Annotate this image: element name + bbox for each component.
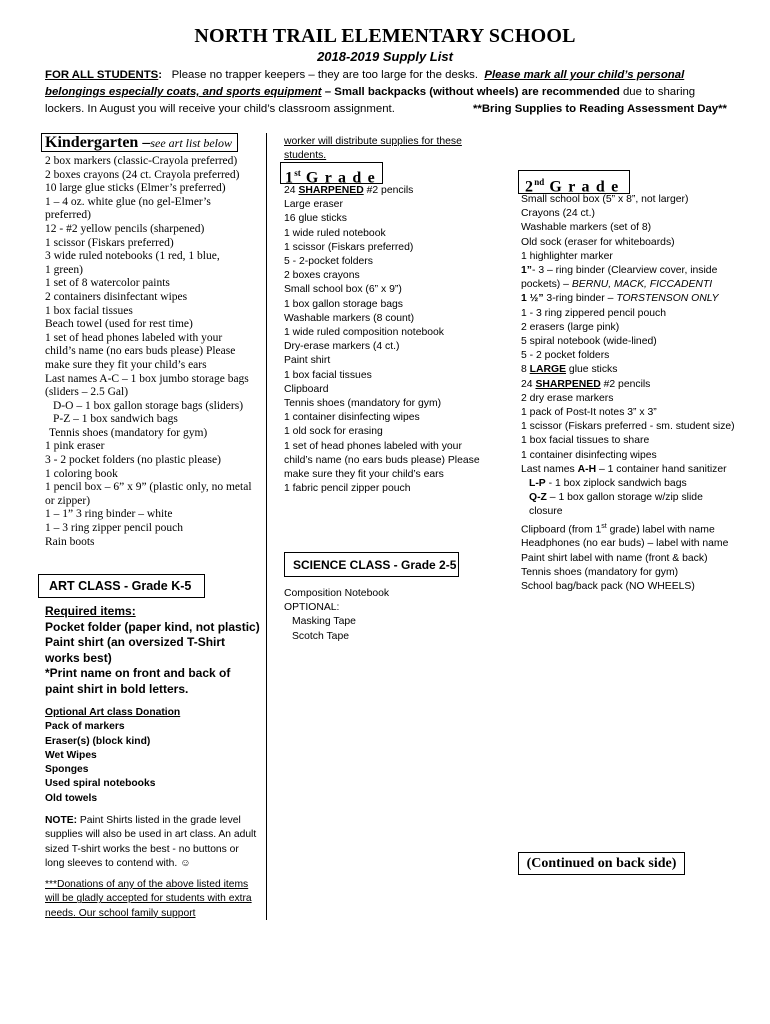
list-item: 1 coloring book <box>45 467 118 480</box>
list-item: Clipboard <box>284 383 329 395</box>
list-item <box>521 363 736 377</box>
item-text: Last names <box>521 463 578 475</box>
list-item: or zipper) <box>45 494 91 507</box>
list-item: 2 boxes crayons <box>284 270 360 282</box>
list-item: Paint shirt (an oversized T-Shirt works best) <box>45 635 226 665</box>
list-item <box>521 292 736 306</box>
list-item: Eraser(s) (block kind) <box>45 735 151 747</box>
list-item: Old sock (eraser for whiteboards) <box>521 236 675 248</box>
list-item: 1 fabric pencil zipper pouch <box>284 483 411 495</box>
list-item: Washable markers (set of 8) <box>521 222 652 234</box>
page-title: NORTH TRAIL ELEMENTARY SCHOOL <box>194 25 576 47</box>
list-item: 1 set of head phones labeled with your <box>45 331 223 344</box>
list-item: 1 box facial tissues <box>45 304 133 317</box>
item-keyword: LARGE <box>529 364 567 376</box>
list-item: Rain boots <box>45 535 95 548</box>
list-item: School bag/back pack (NO WHEELS) <box>521 580 695 592</box>
item-range: L-P <box>529 478 546 490</box>
art-required-section <box>45 604 260 697</box>
list-item: Paint shirt <box>284 355 331 367</box>
list-item: 2 erasers (large pink) <box>521 321 620 333</box>
list-item: 1 pink eraser <box>45 440 105 453</box>
art-note-label: NOTE: <box>45 815 78 826</box>
intro-backpacks: Small backpacks (without wheels) are recommended <box>334 86 620 98</box>
item-text: - 3 – ring binder (Clearview cover, inside pockets) – <box>521 265 718 291</box>
list-item: 2 box markers (classic-Crayola preferred) <box>45 155 238 167</box>
science-list <box>284 587 504 644</box>
list-item: 1 container disinfecting wipes <box>284 412 420 424</box>
second-grade-header <box>518 170 630 194</box>
list-item: Tennis shoes (mandatory for gym) <box>284 398 442 410</box>
list-item: Beach towel (used for rest time) <box>45 318 193 331</box>
list-item: Sponges <box>45 764 89 776</box>
item-qty: 24 <box>284 185 299 196</box>
list-item: child’s name (no ears buds please) Please <box>45 345 236 358</box>
art-donation-note: ***Donations of any of the above listed items will be gladly accepted for students with extra needs. Our school family support <box>45 879 252 919</box>
art-note-text: Paint Shirts listed in the grade level supplies will also be used in art class. An adult sized T-shirt works the best - no buttons or long sleeves to contend with. ☺ <box>45 815 257 869</box>
list-item <box>521 477 736 491</box>
first-grade-word: G r a d e <box>300 169 376 187</box>
item-keyword: SHARPENED <box>298 185 364 196</box>
second-grade-word: G r a d e <box>544 178 620 196</box>
first-grade-header <box>280 162 383 187</box>
list-item: 12 - #2 yellow pencils (sharpened) <box>45 222 205 235</box>
item-teachers: TORSTENSON ONLY <box>616 293 719 305</box>
list-item: 1 – 1” 3 ring binder – white <box>45 508 173 521</box>
intro-dash: – <box>321 86 335 98</box>
list-item <box>521 378 736 392</box>
list-item: 1 pack of Post-It notes 3” x 3” <box>521 407 657 419</box>
list-item: 1 scissor (Fiskars preferred) <box>45 236 174 249</box>
kindergarten-header <box>41 133 238 152</box>
list-item: *Print name on front and back of paint shirt in bold letters. <box>45 666 231 696</box>
intro-colon: : <box>158 69 163 81</box>
list-item <box>521 520 736 538</box>
list-item: Small school box (5” x 8”, not larger) <box>521 194 689 205</box>
list-item: 3 - 2 pocket folders (no plastic please) <box>45 454 221 467</box>
list-item: Used spiral notebooks <box>45 778 156 790</box>
list-item: Tennis shoes (mandatory for gym) <box>521 566 679 578</box>
list-item: Small school box (6” x 9”) <box>284 284 402 296</box>
list-item: 1 box gallon storage bags <box>284 298 404 310</box>
item-range: A-H <box>577 463 597 475</box>
list-item: 1 box facial tissues <box>284 369 372 381</box>
item-rest: #2 pencils <box>600 378 651 390</box>
item-teachers: BERNU, MACK, FICCADENTI <box>571 279 713 291</box>
list-item: P-Z – 1 box sandwich bags <box>53 413 178 426</box>
list-item: (sliders – 2.5 Gal) <box>45 386 129 399</box>
intro-text-1: Please no trapper keepers – they are too large for the desks. <box>162 69 485 81</box>
list-item: 1 wide ruled composition notebook <box>284 327 444 339</box>
item-rest: #2 pencils <box>363 185 414 196</box>
item-rest: – 1 container hand sanitizer <box>596 463 727 475</box>
art-required-label: Required items: <box>45 604 136 618</box>
list-item: D-O – 1 box gallon storage bags (sliders) <box>53 399 244 412</box>
item-text: Clipboard (from 1 <box>521 524 602 536</box>
item-size: 1 ½” <box>521 293 544 305</box>
list-item: 1 wide ruled notebook <box>284 227 386 239</box>
science-optional-label: OPTIONAL: <box>284 602 340 614</box>
intro-mark-belongings: Please mark all your child’s personal belongings especially coats, and sports equipment <box>45 69 685 98</box>
item-qty: 24 <box>521 378 536 390</box>
list-item: Old towels <box>45 792 98 804</box>
list-item: 1 container disinfecting wipes <box>521 449 657 461</box>
second-grade-list <box>521 193 736 594</box>
list-item <box>521 463 736 477</box>
item-size: 1” <box>521 265 532 277</box>
kindergarten-list <box>45 155 255 549</box>
column-divider <box>266 133 267 920</box>
list-item: Washable markers (8 count) <box>284 312 415 324</box>
list-item: 1 pencil box – 6” x 9” (plastic only, no metal <box>45 481 252 494</box>
art-note <box>45 814 260 871</box>
list-item: 1 set of head phones labeled with your child’s name (no ears buds please) Please make sure they fit your child’s ears <box>284 440 480 481</box>
item-rest: grade) label with name <box>606 524 715 536</box>
list-item: Last names A-C – 1 box jumbo storage bags <box>45 372 249 385</box>
list-item: Dry-erase markers (4 ct.) <box>284 341 400 353</box>
list-item: Scotch Tape <box>292 630 349 642</box>
list-item <box>284 184 504 198</box>
list-item: 1 scissor (Fiskars preferred - sm. student size) <box>521 421 735 433</box>
list-item: 1 green) <box>45 263 83 276</box>
list-item: Large eraser <box>284 199 343 211</box>
all-students-label: FOR ALL STUDENTS <box>45 69 159 81</box>
list-item: Composition Notebook <box>284 588 390 599</box>
list-item: Crayons (24 ct.) <box>521 208 595 220</box>
list-item: 1 box facial tissues to share <box>521 435 650 447</box>
intro-text-2: due to sharing lockers. In August you will receive your child’s classroom assignment. <box>45 86 696 115</box>
second-grade-sup: nd <box>534 177 545 187</box>
list-item: 5 - 2 pocket folders <box>521 350 610 362</box>
list-item <box>521 491 736 519</box>
item-range: Q-Z <box>529 492 547 504</box>
item-rest: – 1 box gallon storage w/zip slide closure <box>529 492 703 518</box>
list-item: 5 spiral notebook (wide-lined) <box>521 336 657 348</box>
assessment-note: **Bring Supplies to Reading Assessment Day** <box>472 103 727 115</box>
list-item: 2 boxes crayons (24 ct. Crayola preferred) <box>45 168 240 181</box>
item-rest: glue sticks <box>566 364 618 376</box>
list-item: make sure they fit your child’s ears <box>45 358 207 371</box>
first-grade-num: 1 <box>285 169 295 187</box>
list-item: 1 old sock for erasing <box>284 426 383 438</box>
list-item: Headphones (no ear buds) – label with name <box>521 538 729 550</box>
item-sup: st <box>601 522 607 530</box>
item-text: 3-ring binder – <box>543 293 617 305</box>
list-item: 1 set of 8 watercolor paints <box>45 277 170 290</box>
list-item: Tennis shoes (mandatory for gym) <box>49 426 208 439</box>
list-item: 1 - 3 ring zippered pencil pouch <box>521 307 666 319</box>
kindergarten-title: Kindergarten – <box>45 134 151 151</box>
item-qty: 8 <box>521 364 530 376</box>
list-item: 5 - 2-pocket folders <box>284 256 373 268</box>
list-item: Wet Wipes <box>45 749 97 761</box>
art-optional-section <box>45 706 260 806</box>
item-rest: - 1 box ziplock sandwich bags <box>545 478 687 490</box>
list-item: 16 glue sticks <box>284 213 347 225</box>
art-class-header: ART CLASS - Grade K-5 <box>38 574 205 598</box>
art-optional-label: Optional Art class Donation <box>45 707 181 718</box>
intro-paragraph <box>45 67 727 118</box>
list-item: 2 containers disinfectant wipes <box>45 290 188 303</box>
list-item: 10 large glue sticks (Elmer’s preferred) <box>45 182 226 195</box>
list-item: Paint shirt label with name (front & back) <box>521 552 708 564</box>
list-item <box>521 264 736 292</box>
list-item: Masking Tape <box>292 616 356 628</box>
first-grade-list <box>284 184 504 496</box>
list-item: 1 – 3 ring zipper pencil pouch <box>45 522 183 535</box>
list-item: 1 highlighter marker <box>521 250 613 262</box>
list-item: 2 dry erase markers <box>521 392 614 404</box>
list-item: Pack of markers <box>45 721 125 733</box>
kindergarten-note: see art list below <box>150 136 232 150</box>
list-item: 3 wide ruled notebooks (1 red, 1 blue, <box>45 250 220 263</box>
science-class-header: SCIENCE CLASS - Grade 2-5 <box>284 552 459 577</box>
list-item: preferred) <box>45 209 91 222</box>
list-item: 1 – 4 oz. white glue (no gel-Elmer’s <box>45 195 211 208</box>
second-grade-num: 2 <box>525 178 535 196</box>
list-item: Pocket folder (paper kind, not plastic) <box>45 619 260 634</box>
list-item: 1 scissor (Fiskars preferred) <box>284 241 414 253</box>
first-grade-carryover: worker will distribute supplies for these students. <box>284 136 462 162</box>
first-grade-sup: st <box>294 168 301 178</box>
item-keyword: SHARPENED <box>535 378 601 390</box>
page-subtitle: 2018-2019 Supply List <box>317 49 453 64</box>
continued-note: (Continued on back side) <box>518 852 685 875</box>
